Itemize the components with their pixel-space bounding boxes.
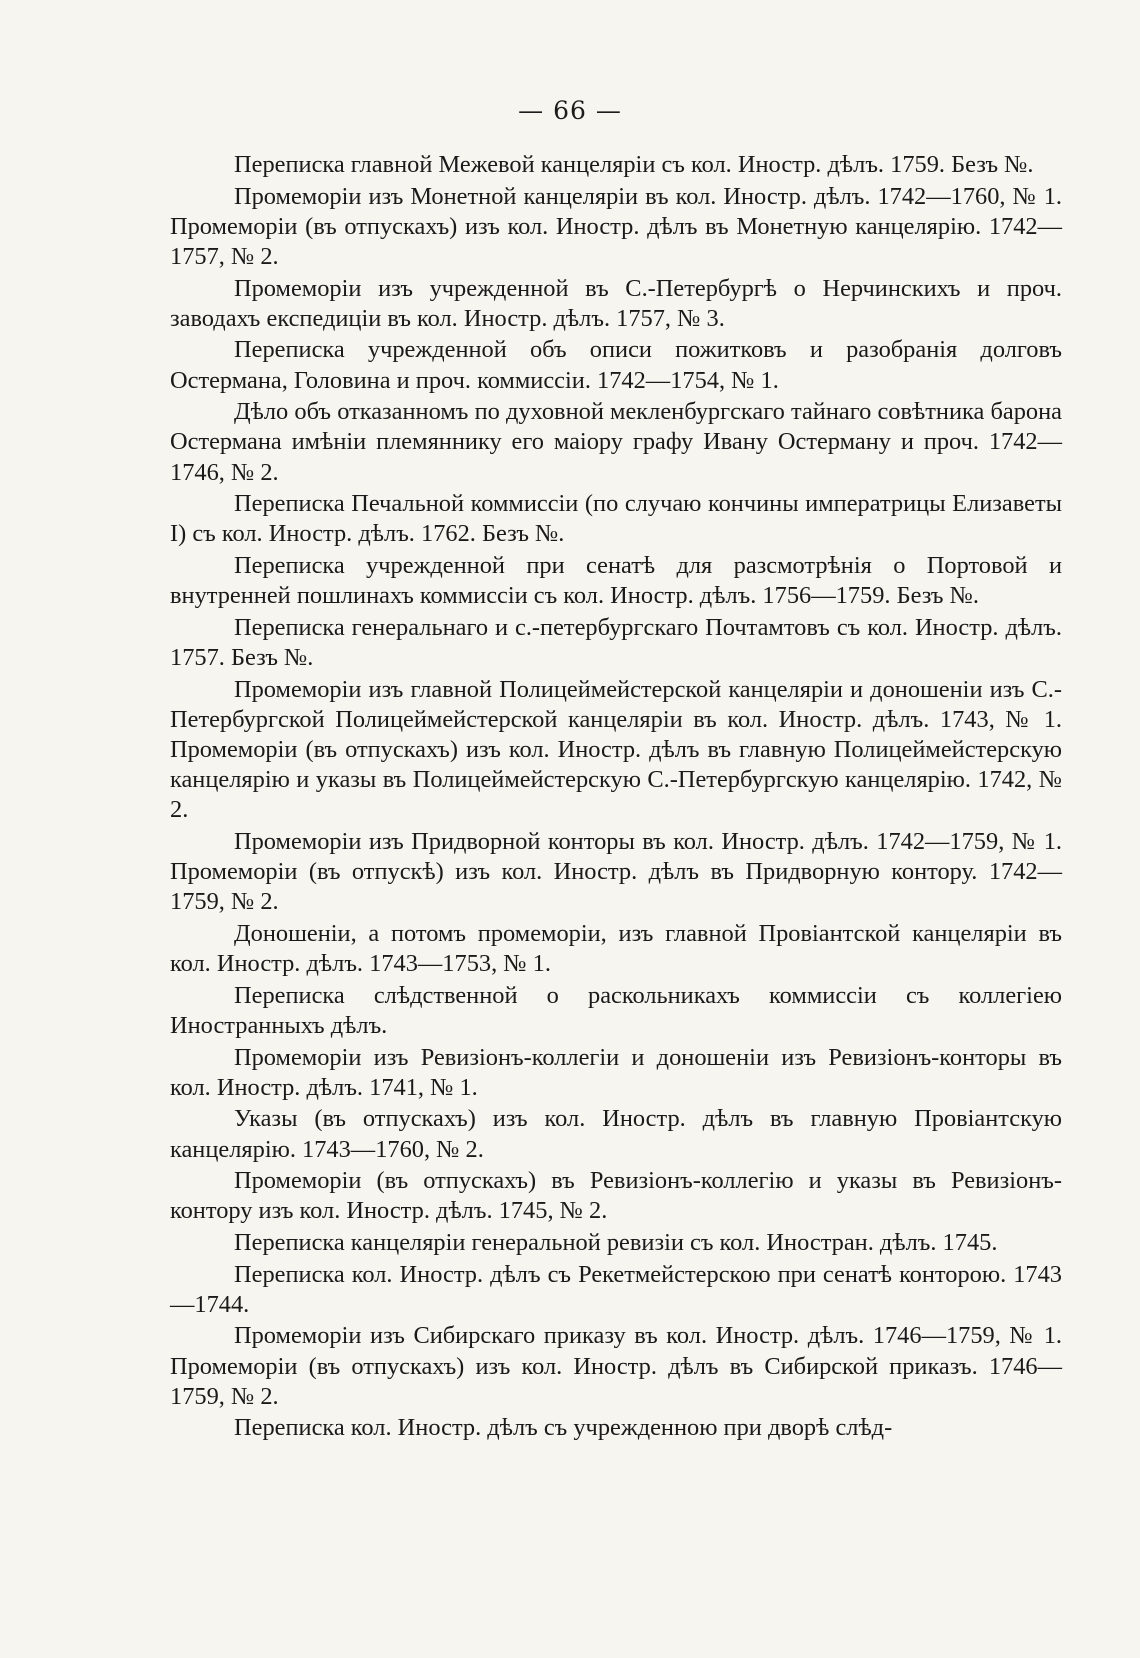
entry-9: Промеморіи изъ главной Полицеймейстерской канцеляріи и доношеніи изъ С.-Петербургской Полицеймейстерской канцеляріи въ кол. Иностр. дѣлъ. 1743, № 1. Промеморіи (въ отпускахъ) изъ кол. Иностр. дѣлъ въ главную Полицеймейстерскую канцелярію и указы въ Полицеймейстерскую С.-Петербургскую канцелярію. 1742, № 2.: [170, 675, 1062, 824]
entry-2: Промеморіи изъ Монетной канцеляріи въ кол. Иностр. дѣлъ. 1742—1760, № 1. Промеморіи (въ отпускахъ) изъ кол. Иностр. дѣлъ въ Монетную канцелярію. 1742—1757, № 2.: [170, 182, 1062, 270]
entry-10: Промеморіи изъ Придворной конторы въ кол. Иностр. дѣлъ. 1742—1759, № 1. Промеморіи (въ отпускѣ) изъ кол. Иностр. дѣлъ въ Придворную контору. 1742—1759, № 2.: [170, 827, 1062, 916]
entry-16: Переписка канцеляріи генеральной ревизіи съ кол. Иностран. дѣлъ. 1745.: [234, 1228, 998, 1256]
entry-3: Промеморіи изъ учрежденной въ С.-Петербургѣ о Нерчинскихъ и проч. заводахъ експедиціи въ кол. Иностр. дѣлъ. 1757, № 3.: [170, 274, 1062, 332]
entry-18: Промеморіи изъ Сибирскаго приказу въ кол. Иностр. дѣлъ. 1746—1759, № 1. Промеморіи (въ отпускахъ) изъ кол. Иностр. дѣлъ въ Сибирской приказъ. 1746—1759, № 2.: [170, 1322, 1062, 1410]
entry-7: Переписка учрежденной при сенатѣ для разсмотрѣнія о Портовой и внутренней пошлинахъ коммиссіи съ кол. Иностр. дѣлъ. 1756—1759. Безъ №.: [170, 551, 1062, 610]
entry-1: Переписка главной Межевой канцеляріи съ кол. Иностр. дѣлъ. 1759. Безъ №.: [234, 151, 1034, 178]
entry-12: Переписка слѣдственной о раскольникахъ коммиссіи съ коллегіею Иностранныхъ дѣлъ.: [170, 981, 1062, 1039]
entry-13: Промеморіи изъ Ревизіонъ-коллегіи и доношеніи изъ Ревизіонъ-конторы въ кол. Иностр. дѣлъ. 1741, № 1.: [170, 1043, 1062, 1101]
entry-4: Переписка учрежденной объ описи пожитковъ и разобранія долговъ Остермана, Головина и проч. коммиссіи. 1742—1754, № 1.: [170, 336, 1062, 394]
page-number: — 66 —: [518, 96, 622, 125]
entry-6: Переписка Печальной коммиссіи (по случаю кончины императрицы Елизаветы I) съ кол. Иностр. дѣлъ. 1762. Безъ №.: [170, 490, 1062, 548]
entry-8: Переписка генеральнаго и с.-петербургскаго Почтамтовъ съ кол. Иностр. дѣлъ. 1757. Безъ №.: [170, 613, 1062, 671]
entry-19: Переписка кол. Иностр. дѣлъ съ учрежденною при дворѣ слѣд-: [234, 1414, 893, 1442]
entry-14: Указы (въ отпускахъ) изъ кол. Иностр. дѣлъ въ главную Провіантскую канцелярію. 1743—1760, № 2.: [170, 1105, 1062, 1163]
entry-15: Промеморіи (въ отпускахъ) въ Ревизіонъ-коллегію и указы въ Ревизіонъ-контору изъ кол. Иностр. дѣлъ. 1745, № 2.: [170, 1167, 1062, 1225]
entry-11: Доношеніи, а потомъ промеморіи, изъ главной Провіантской канцеляріи въ кол. Иностр. дѣлъ. 1743—1753, № 1.: [170, 919, 1062, 978]
entry-list: [170, 150, 1062, 1445]
entry-5: Дѣло объ отказанномъ по духовной мекленбургскаго тайнаго совѣтника барона Остермана имѣніи племяннику его маіору графу Ивану Остерману и проч. 1742—1746, № 2.: [170, 398, 1062, 486]
entry-17: Переписка кол. Иностр. дѣлъ съ Рекетмейстерскою при сенатѣ конторою. 1743—1744.: [170, 1260, 1062, 1318]
